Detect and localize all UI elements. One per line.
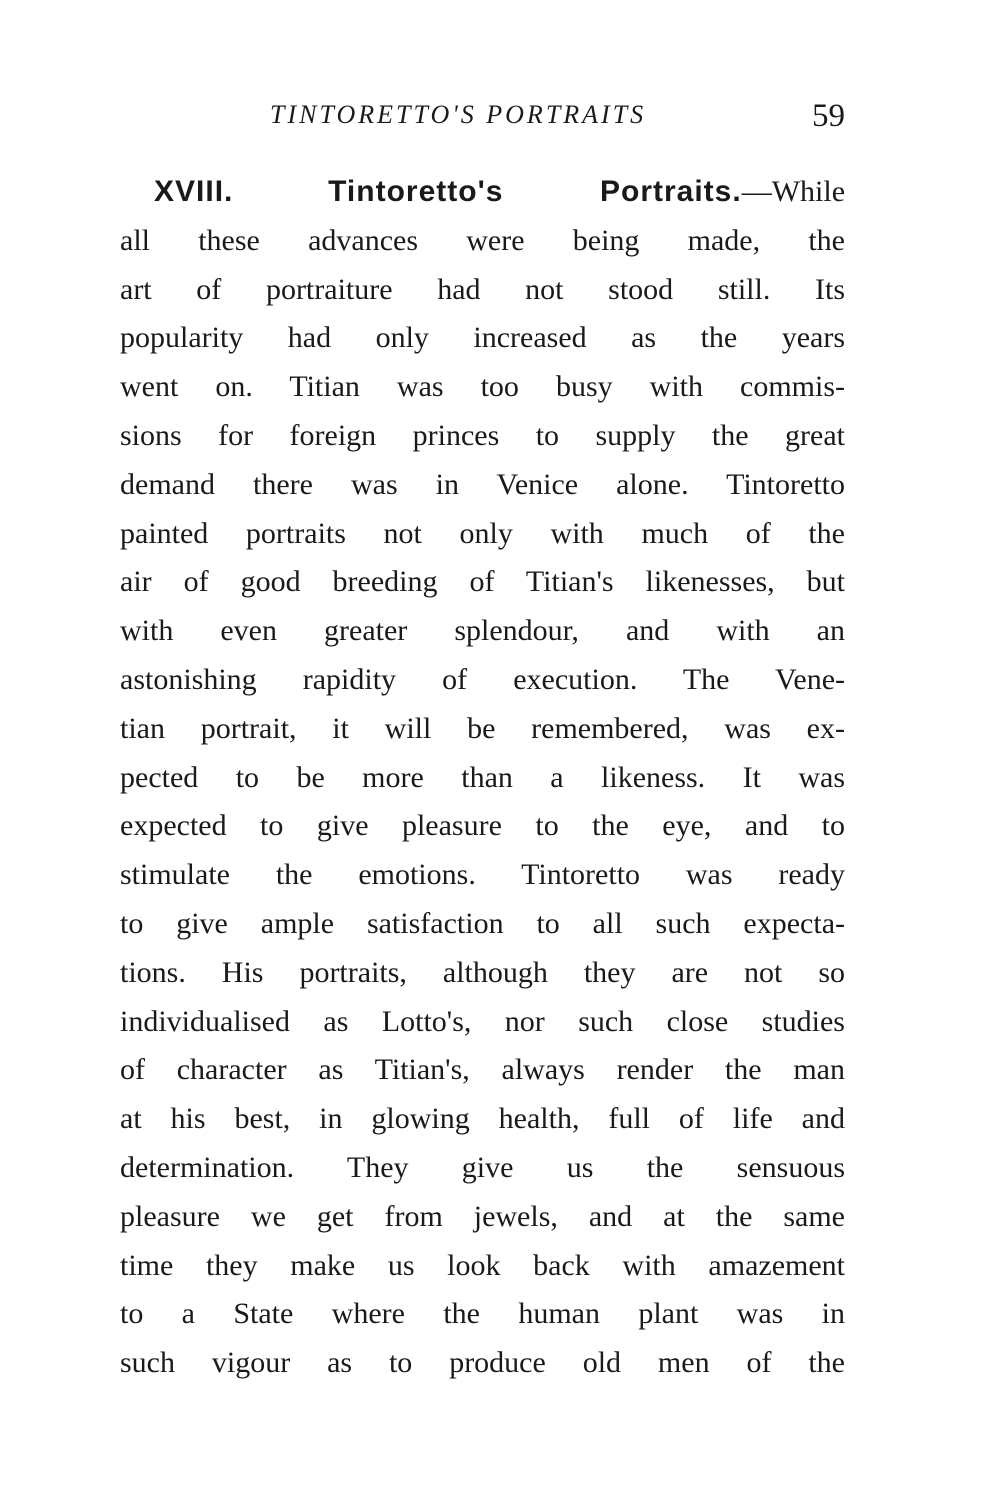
section-numeral: XVIII. xyxy=(154,175,234,208)
text-line: of character as Titian's, always render the man xyxy=(120,1053,845,1087)
running-title: TINTORETTO'S PORTRAITS xyxy=(270,100,647,129)
text-line: pected to be more than a likeness. It was xyxy=(120,760,845,794)
text-line: demand there was in Venice alone. Tintoretto xyxy=(120,467,845,501)
first-line-text: —While xyxy=(741,175,845,208)
text-line: expected to give pleasure to the eye, and to xyxy=(120,809,845,843)
text-line: to give ample satisfaction to all such expecta- xyxy=(120,906,845,940)
text-line: stimulate the emotions. Tintoretto was ready xyxy=(120,858,845,892)
page-number: 59 xyxy=(812,98,845,134)
text-line: went on. Titian was too busy with commis- xyxy=(120,370,845,404)
text-line: to a State where the human plant was in xyxy=(120,1297,845,1331)
text-line: such vigour as to produce old men of the xyxy=(120,1346,845,1380)
body-text xyxy=(120,168,845,1388)
text-line: all these advances were being made, the xyxy=(120,223,845,257)
text-line: astonishing rapidity of execution. The Vene- xyxy=(120,662,845,696)
text-line: painted portraits not only with much of the xyxy=(120,516,845,550)
text-line: pleasure we get from jewels, and at the same xyxy=(120,1199,845,1233)
text-line: tions. His portraits, although they are not so xyxy=(120,955,845,989)
text-line: art of portraiture had not stood still. Its xyxy=(120,272,845,306)
text-line: with even greater splendour, and with an xyxy=(120,614,845,648)
text-line: time they make us look back with amazement xyxy=(120,1248,845,1282)
text-line: individualised as Lotto's, nor such close studies xyxy=(120,1004,845,1038)
text-line: tian portrait, it will be remembered, was ex- xyxy=(120,711,845,745)
text-line: sions for foreign princes to supply the great xyxy=(120,418,845,452)
text-line: determination. They give us the sensuous xyxy=(120,1150,845,1184)
text-line: air of good breeding of Titian's likenesses, but xyxy=(120,565,845,599)
text-line: popularity had only increased as the years xyxy=(120,321,845,355)
section-heading-line xyxy=(120,168,845,217)
section-title: Tintoretto's Portraits. xyxy=(328,175,742,208)
text-line: at his best, in glowing health, full of life and xyxy=(120,1102,845,1136)
running-header xyxy=(120,98,845,148)
